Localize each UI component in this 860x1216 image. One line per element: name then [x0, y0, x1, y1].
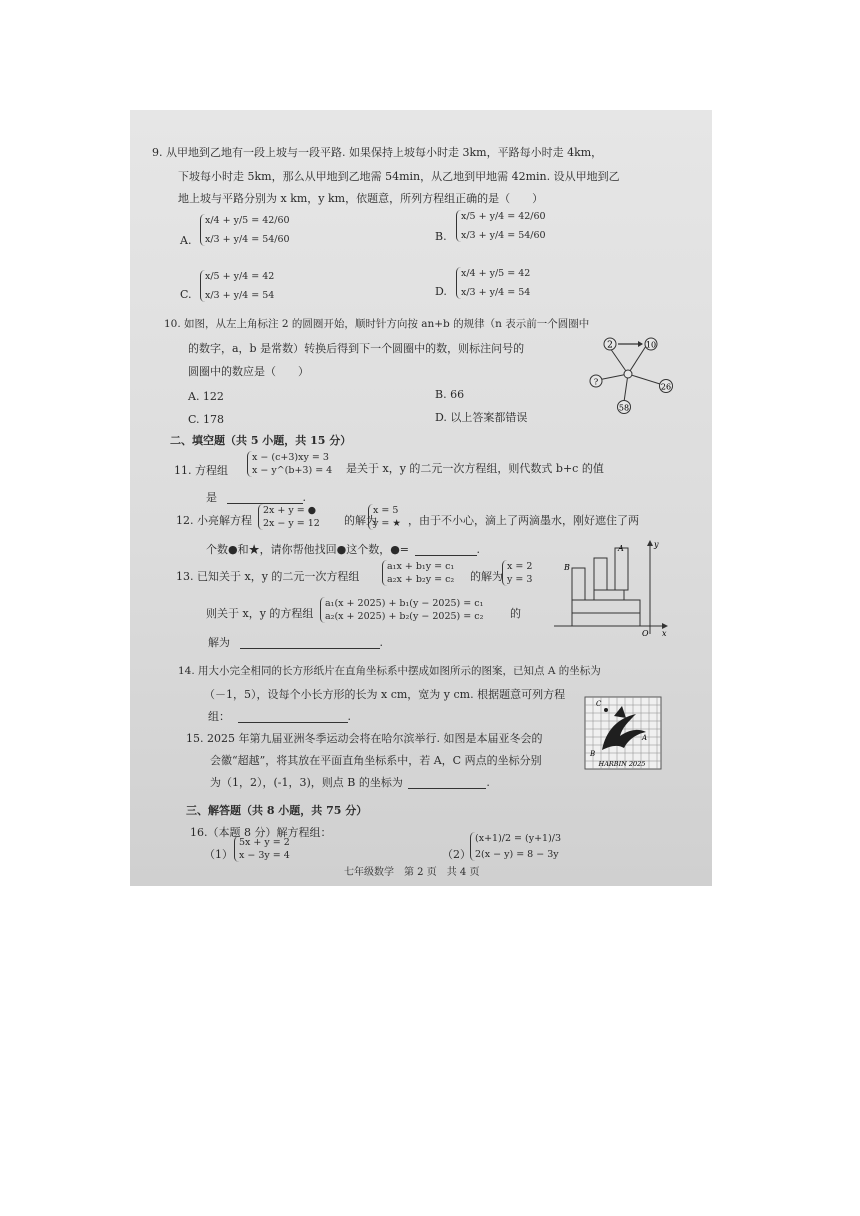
emblem-caption: HARBIN 2025	[598, 760, 646, 768]
q9-line2: 下坡每小时走 5km，那么从甲地到乙地需 54min，从乙地到甲地需 42min. 设从甲地到乙	[178, 170, 620, 183]
equation: x/4 + y/5 = 42	[461, 268, 531, 279]
q14-line3: 组： .	[208, 710, 351, 723]
q16-heading: 16.（本题 8 分）解方程组：	[190, 826, 332, 839]
q12-line2: 个数●和★，请你帮他找回●这个数，●= .	[206, 543, 481, 556]
q10-line1: 10. 如图，从左上角标注 2 的圆圈开始，顺时针方向按 an+b 的规律（n 表示前一个圆圈中	[164, 318, 590, 330]
q10-option-b: B. 66	[435, 388, 465, 401]
q13-answer-blank[interactable]	[240, 637, 380, 649]
q15-emblem-figure	[584, 696, 662, 770]
node-label: 58	[618, 403, 630, 413]
q13-line2-suffix: 的	[510, 607, 521, 620]
point-c-marker	[604, 708, 608, 712]
q11-line2: 是 .	[206, 491, 306, 504]
q9-option-c-label: C.	[180, 288, 192, 301]
q11-system	[247, 451, 332, 477]
equation: a₂(x + 2025) + b₂(y − 2025) = c₂	[325, 611, 484, 622]
q14-line1: 14. 用大小完全相同的长方形纸片在直角坐标系中摆成如图所示的图案，已知点 A 的坐标为	[178, 665, 601, 677]
equation: x/4 + y/5 = 42/60	[205, 215, 290, 226]
equation: x = 2	[507, 561, 533, 572]
q10-option-c: C. 178	[188, 413, 225, 426]
page-footer: 七年级数学 第 2 页 共 4 页	[344, 867, 480, 878]
q13-transformed-system	[320, 597, 483, 623]
q10-option-d: D. 以上答案都错误	[435, 411, 528, 424]
q9-line3: 地上坡与平路分别为 x km，y km，依题意，所列方程组正确的是（ ）	[178, 192, 544, 205]
q9-option-a-label: A.	[180, 234, 192, 247]
q13-middle: 的解为	[470, 570, 503, 583]
q16-part1-system	[234, 836, 290, 862]
small-rectangle	[615, 548, 628, 590]
q15-line3: 为（1，2），(-1，3)，则点 B 的坐标为 .	[210, 776, 490, 789]
q11-prefix: 11. 方程组	[174, 464, 228, 477]
equation: a₁(x + 2025) + b₁(y − 2025) = c₁	[325, 598, 484, 609]
q11-answer-blank[interactable]	[227, 492, 303, 504]
q12-middle: 的解为	[344, 514, 377, 527]
q9-option-c-system	[200, 270, 274, 302]
exam-page	[130, 110, 712, 886]
point-c-label: C	[596, 700, 602, 708]
q9-option-d-label: D.	[435, 285, 447, 298]
q9-option-b-system	[456, 210, 546, 242]
q10-line2: 的数字，a，b 是常数）转换后得到下一个圆圈中的数，则标注问号的	[188, 342, 525, 355]
q15-answer-blank[interactable]	[408, 777, 486, 789]
equation: x = 5	[373, 505, 399, 516]
node-label: 2	[607, 340, 613, 351]
equation: 2x − y = 12	[263, 518, 320, 529]
point-a-label: A	[642, 734, 648, 742]
q9-option-b-label: B.	[435, 230, 447, 243]
q12-system	[258, 504, 320, 530]
arrow-head-icon	[638, 341, 643, 347]
q12-solution	[368, 504, 401, 530]
diagram-spoke	[628, 346, 646, 374]
node-label: 26	[660, 382, 672, 392]
equation: x/3 + y/4 = 54	[461, 287, 531, 298]
diagram-spoke	[610, 348, 628, 374]
q13-system	[382, 560, 454, 586]
diagram-spoke	[628, 374, 660, 384]
small-rectangle	[594, 590, 624, 600]
equation: x/3 + y/4 = 54/60	[205, 234, 290, 245]
equation: 2x + y = ●	[263, 505, 317, 516]
equation: 5x + y = 2	[239, 837, 290, 848]
equation: x/5 + y/4 = 42/60	[461, 211, 546, 222]
q11-line2-text: 是	[206, 491, 217, 504]
q10-line3: 圆圈中的数应是（ ）	[188, 365, 309, 378]
small-rectangle	[572, 613, 640, 626]
y-axis-label: y	[654, 540, 659, 549]
small-rectangle	[572, 600, 640, 613]
equation: y = 3	[507, 574, 533, 585]
q15-line1: 15. 2025 年第九届亚洲冬季运动会将在哈尔滨举行. 如图是本届亚冬会的	[186, 732, 543, 745]
section-3-heading: 三、解答题（共 8 小题，共 75 分）	[186, 804, 368, 817]
center-circle	[624, 370, 632, 378]
equation: x − (c+3)xy = 3	[252, 452, 329, 463]
x-axis-label: x	[662, 629, 667, 638]
q10-circle-diagram	[588, 334, 688, 416]
q13-prefix: 13. 已知关于 x，y 的二元一次方程组	[176, 570, 360, 583]
point-a-label: A	[618, 544, 624, 553]
q12-answer-blank[interactable]	[415, 544, 477, 556]
section-2-heading: 二、填空题（共 5 小题，共 15 分）	[170, 434, 352, 447]
q13-line2-prefix: 则关于 x，y 的方程组	[206, 607, 314, 620]
equation: x/5 + y/4 = 42	[205, 271, 275, 282]
small-rectangle	[594, 558, 607, 590]
q9-option-d-system	[456, 267, 530, 299]
point-b-label: B	[590, 750, 596, 758]
q15-line2: 会徽“超越”，将其放在平面直角坐标系中，若 A，C 两点的坐标分别	[210, 754, 542, 767]
equation: a₁x + b₁y = c₁	[387, 561, 455, 572]
q13-line3: 解为 .	[208, 636, 383, 649]
q13-line3-text: 解为	[208, 636, 230, 649]
small-rectangle	[572, 568, 585, 600]
q12-line2-text: 个数●和★，请你帮他找回●这个数，●=	[206, 543, 410, 556]
q9-line1: 9. 从甲地到乙地有一段上坡与一段平路. 如果保持上坡每小时走 3km，平路每小时走 4km，	[152, 146, 603, 159]
node-label: 10	[645, 340, 657, 350]
origin-label: O	[642, 629, 649, 638]
node-label: ?	[593, 377, 599, 387]
equation: x − 3y = 4	[239, 850, 290, 861]
q11-suffix: 是关于 x，y 的二元一次方程组，则代数式 b+c 的值	[346, 462, 604, 475]
q15-line3-text: 为（1，2），(-1，3)，则点 B 的坐标为	[210, 776, 403, 789]
q14-line3-text: 组：	[208, 710, 230, 723]
q16-part2-label: （2）	[442, 848, 471, 861]
q16-part1-label: （1）	[204, 848, 233, 861]
q10-option-a: A. 122	[188, 390, 224, 403]
y-axis-arrow-icon	[647, 540, 653, 546]
q12-prefix: 12. 小亮解方程	[176, 514, 252, 527]
equation: x/3 + y/4 = 54	[205, 290, 275, 301]
q14-rectangle-figure	[550, 538, 670, 638]
q14-line2: （－1，5），设每个小长方形的长为 x cm，宽为 y cm. 根据题意可列方程	[204, 688, 566, 701]
q13-solution	[502, 560, 532, 586]
equation: a₂x + b₂y = c₂	[387, 574, 455, 585]
equation: 2(x − y) = 8 − 3y	[475, 849, 559, 860]
q14-answer-blank[interactable]	[238, 711, 348, 723]
q12-suffix: ，由于不小心，滴上了两滴墨水，刚好遮住了两	[408, 514, 639, 527]
point-b-label: B	[564, 563, 570, 572]
equation: y = ★	[373, 518, 401, 529]
q16-part2-system	[470, 832, 561, 861]
equation: x − y^(b+3) = 4	[252, 465, 333, 476]
equation: x/3 + y/4 = 54/60	[461, 230, 546, 241]
q9-option-a-system	[200, 214, 290, 246]
equation: (x+1)/2 = (y+1)/3	[475, 833, 562, 844]
diagram-spoke	[598, 374, 628, 380]
